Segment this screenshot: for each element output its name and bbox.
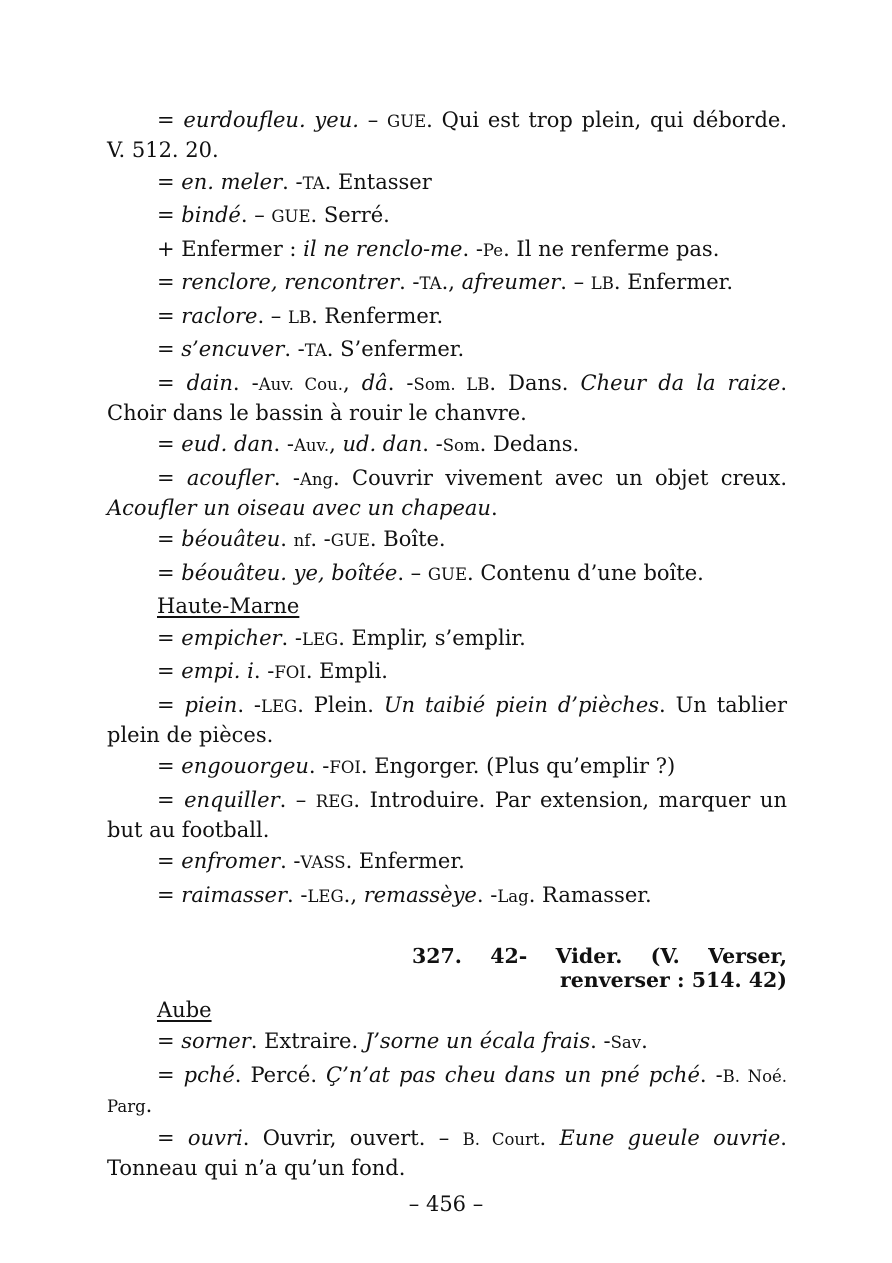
entry-text: . - xyxy=(273,432,294,456)
entry-text: . Ouvrir, ouvert. – xyxy=(242,1126,463,1150)
source-abbrev: LEG xyxy=(307,886,344,906)
entries-block-1 xyxy=(107,106,787,911)
dialect-term: eurdoufleu. yeu. xyxy=(183,108,359,132)
source-abbrev: nf xyxy=(293,531,311,550)
entry-text: = xyxy=(157,787,185,812)
dictionary-entry xyxy=(107,592,787,620)
dialect-term: ud. dan xyxy=(342,432,423,456)
dictionary-entry xyxy=(107,464,787,522)
entry-text: = xyxy=(157,370,187,395)
entry-text: . xyxy=(641,1029,648,1053)
entry-text: = xyxy=(157,1062,184,1087)
entry-text: . Renfermer. xyxy=(311,303,444,328)
entry-text: = xyxy=(157,108,184,132)
entry-text: . S’enfermer. xyxy=(326,337,465,361)
dictionary-entry xyxy=(107,691,787,749)
section-heading: 327. 42- Vider. (V. Verser, renverser : 514. 42) xyxy=(412,943,787,992)
dialect-term: Cheur da la raize xyxy=(580,370,781,395)
region-heading: Haute-Marne xyxy=(157,594,300,618)
dictionary-entry xyxy=(107,369,787,427)
entry-text: ., xyxy=(343,882,364,907)
entry-text: . – xyxy=(560,270,591,294)
entry-text: = xyxy=(157,882,182,907)
dialect-term: remassèye xyxy=(363,882,477,907)
entry-text: . Engorger. (Plus qu’emplir ?) xyxy=(360,754,676,778)
entry-text: . Enfermer. xyxy=(613,270,734,294)
entry-text: . - xyxy=(387,370,414,395)
entry-text: . - xyxy=(253,659,275,683)
entry-text: . - xyxy=(232,370,259,395)
entry-text: . Il ne renferme pas. xyxy=(503,236,720,261)
dictionary-entry xyxy=(107,268,787,298)
source-abbrev: GUE xyxy=(271,207,311,226)
dialect-term: dâ xyxy=(361,370,388,395)
dictionary-entry xyxy=(107,168,787,198)
dialect-term: Eune gueule ouvrie xyxy=(559,1126,781,1150)
source-abbrev: Auv. Cou. xyxy=(258,374,343,394)
entry-text: . Couvrir vivement avec un objet creux. xyxy=(333,465,787,490)
entry-text: = xyxy=(157,1029,182,1053)
dialect-term: ouvri xyxy=(187,1126,243,1150)
dictionary-entry xyxy=(107,1061,787,1121)
entry-text: = xyxy=(157,625,182,650)
entry-text: = xyxy=(157,169,182,194)
entry-text: – xyxy=(358,108,388,132)
source-abbrev: LEG xyxy=(302,629,339,649)
entry-text: . Extraire. xyxy=(250,1029,365,1053)
entry-text: . xyxy=(539,1126,560,1150)
dictionary-entry xyxy=(107,235,787,265)
dialect-term: Acoufler un oiseau avec un chapeau xyxy=(107,495,491,520)
entry-text: . xyxy=(490,495,498,520)
entry-text: . - xyxy=(590,1029,611,1053)
source-abbrev: VASS xyxy=(300,853,346,872)
entry-text: , xyxy=(329,432,343,456)
dialect-term: sorner xyxy=(181,1029,251,1053)
entry-text: . Dedans. xyxy=(479,432,580,456)
dialect-term: s’encuver xyxy=(181,337,285,361)
entry-text: . Introduire. Par extension, marquer un but au football. xyxy=(107,787,787,842)
dialect-term: raclore xyxy=(181,303,258,328)
entry-text: . Serré. xyxy=(310,203,390,227)
entry-text: . - xyxy=(280,849,301,873)
entry-text: . Dans. xyxy=(489,370,581,395)
dictionary-entry xyxy=(107,106,787,164)
entry-text: . Tonneau qui n’a qu’un fond. xyxy=(107,1126,787,1180)
dictionary-entry xyxy=(107,752,787,782)
dialect-term: empicher xyxy=(181,625,282,650)
entry-text: = xyxy=(157,560,182,585)
source-abbrev: GUE xyxy=(387,112,427,131)
entry-text: . - xyxy=(308,754,330,778)
entry-text: = xyxy=(157,270,182,294)
dictionary-entry xyxy=(107,302,787,332)
source-abbrev: Pe xyxy=(482,240,504,260)
entry-text: . - xyxy=(399,270,420,294)
dialect-term: bindé xyxy=(181,203,241,227)
source-abbrev: Lag xyxy=(497,886,529,906)
entry-text: . xyxy=(145,1092,153,1117)
dictionary-entry xyxy=(107,624,787,654)
dialect-term: afreumer xyxy=(461,270,561,294)
entry-text: = xyxy=(157,432,182,456)
entry-text: = xyxy=(157,465,187,490)
entry-text: . - xyxy=(273,465,300,490)
entry-text: . Enfermer. xyxy=(345,849,465,873)
entry-text: , xyxy=(342,370,362,395)
entry-text: . – xyxy=(397,560,428,585)
entry-text: . Emplir, s’emplir. xyxy=(338,625,526,650)
source-abbrev: Auv. xyxy=(293,436,330,455)
source-abbrev: Som xyxy=(442,436,480,455)
dialect-term: raimasser xyxy=(181,882,288,907)
dialect-term: piein xyxy=(184,692,238,717)
source-abbrev: FOI xyxy=(274,663,306,682)
entry-text: = xyxy=(157,692,185,717)
dictionary-entry xyxy=(107,657,787,687)
page-number: – 456 – xyxy=(408,1192,484,1216)
entry-text: = xyxy=(157,303,182,328)
dialect-term: engouorgeu xyxy=(181,754,309,778)
entry-text: = xyxy=(157,1126,188,1150)
entry-text: = xyxy=(157,527,182,551)
entry-text: = xyxy=(157,203,182,227)
dictionary-entry xyxy=(107,1124,787,1182)
source-abbrev: B. Noé. Parg xyxy=(107,1066,788,1116)
source-abbrev: LEG xyxy=(261,696,298,716)
entry-text: = xyxy=(157,849,182,873)
entry-text: . - xyxy=(462,236,483,261)
entry-text: ., xyxy=(441,270,462,294)
dialect-term: Ç’n’at pas cheu dans un pné pché xyxy=(326,1062,700,1087)
entry-text: . Plein. xyxy=(297,692,384,717)
dictionary-entry xyxy=(107,996,787,1024)
entry-text: . Percé. xyxy=(234,1062,327,1087)
entry-text: = xyxy=(157,337,182,361)
source-abbrev: Som. LB xyxy=(413,374,490,394)
source-abbrev: LB xyxy=(590,274,614,293)
entry-text: . - xyxy=(282,169,303,194)
dictionary-entry xyxy=(107,430,787,460)
entries-block-2 xyxy=(107,996,787,1183)
dialect-term: acoufler xyxy=(186,465,274,490)
dialect-term: J’sorne un écala frais xyxy=(364,1029,591,1053)
entry-text: . Entasser xyxy=(324,169,432,194)
dialect-term: il ne renclo-me xyxy=(303,236,463,261)
entry-text: . Contenu d’une boîte. xyxy=(467,560,704,585)
source-abbrev: Sav xyxy=(610,1033,642,1052)
source-abbrev: TA xyxy=(419,274,442,293)
source-abbrev: GUE xyxy=(330,531,370,550)
dialect-term: renclore, rencontrer xyxy=(181,270,400,294)
entry-text: . xyxy=(280,527,294,551)
source-abbrev: GUE xyxy=(427,564,467,584)
dialect-term: pché xyxy=(183,1062,235,1087)
entry-text: . - xyxy=(284,337,305,361)
dictionary-entry xyxy=(107,786,787,844)
source-abbrev: Ang xyxy=(299,469,334,489)
entry-text: . - xyxy=(237,692,261,717)
dialect-term: enfromer xyxy=(181,849,281,873)
entry-text: . – xyxy=(257,303,288,328)
entry-text: . Un tablier plein de pièces. xyxy=(107,692,788,747)
page-body xyxy=(107,106,787,1186)
source-abbrev: REG xyxy=(315,791,354,811)
dictionary-entry xyxy=(107,525,787,555)
entry-text: . – xyxy=(240,203,272,227)
entry-text: . Qui est trop plein, qui déborde. V. 512. 20. xyxy=(107,108,787,162)
entry-text: . - xyxy=(310,527,331,551)
dictionary-entry xyxy=(107,881,787,911)
source-abbrev: B. Court xyxy=(462,1130,540,1149)
entry-text: . - xyxy=(699,1062,723,1087)
source-abbrev: FOI xyxy=(329,758,361,777)
source-abbrev: LB xyxy=(287,307,312,327)
region-heading: Aube xyxy=(157,997,212,1022)
entry-text: . Empli. xyxy=(305,659,388,683)
source-abbrev: TA xyxy=(304,341,327,360)
entry-text: . - xyxy=(281,625,302,650)
entry-text: = xyxy=(157,659,182,683)
dictionary-entry xyxy=(107,201,787,231)
dialect-term: enquiller xyxy=(184,787,280,812)
entry-text: . – xyxy=(279,787,316,812)
dialect-term: empi. i xyxy=(181,659,254,683)
dictionary-entry xyxy=(107,847,787,877)
entry-text: + Enfermer : xyxy=(157,236,304,261)
dialect-term: en. meler xyxy=(181,169,283,194)
entry-text: . Boîte. xyxy=(369,527,446,551)
dictionary-entry xyxy=(107,1027,787,1057)
entry-text: . Choir dans le bassin à rouir le chanvre. xyxy=(107,370,787,425)
dialect-term: béouâteu xyxy=(181,527,281,551)
dialect-term: Un taibié piein d’pièches xyxy=(383,692,660,717)
entry-text: . - xyxy=(476,882,498,907)
dialect-term: béouâteu. ye, boîtée xyxy=(181,560,398,585)
dialect-term: eud. dan xyxy=(181,432,274,456)
dictionary-entry xyxy=(107,335,787,365)
entry-text: = xyxy=(157,754,182,778)
entry-text: . - xyxy=(422,432,443,456)
entry-text: . - xyxy=(287,882,308,907)
entry-text: . Ramasser. xyxy=(528,882,652,907)
source-abbrev: TA xyxy=(302,173,325,193)
dialect-term: dain xyxy=(186,370,233,395)
dictionary-entry xyxy=(107,559,787,589)
